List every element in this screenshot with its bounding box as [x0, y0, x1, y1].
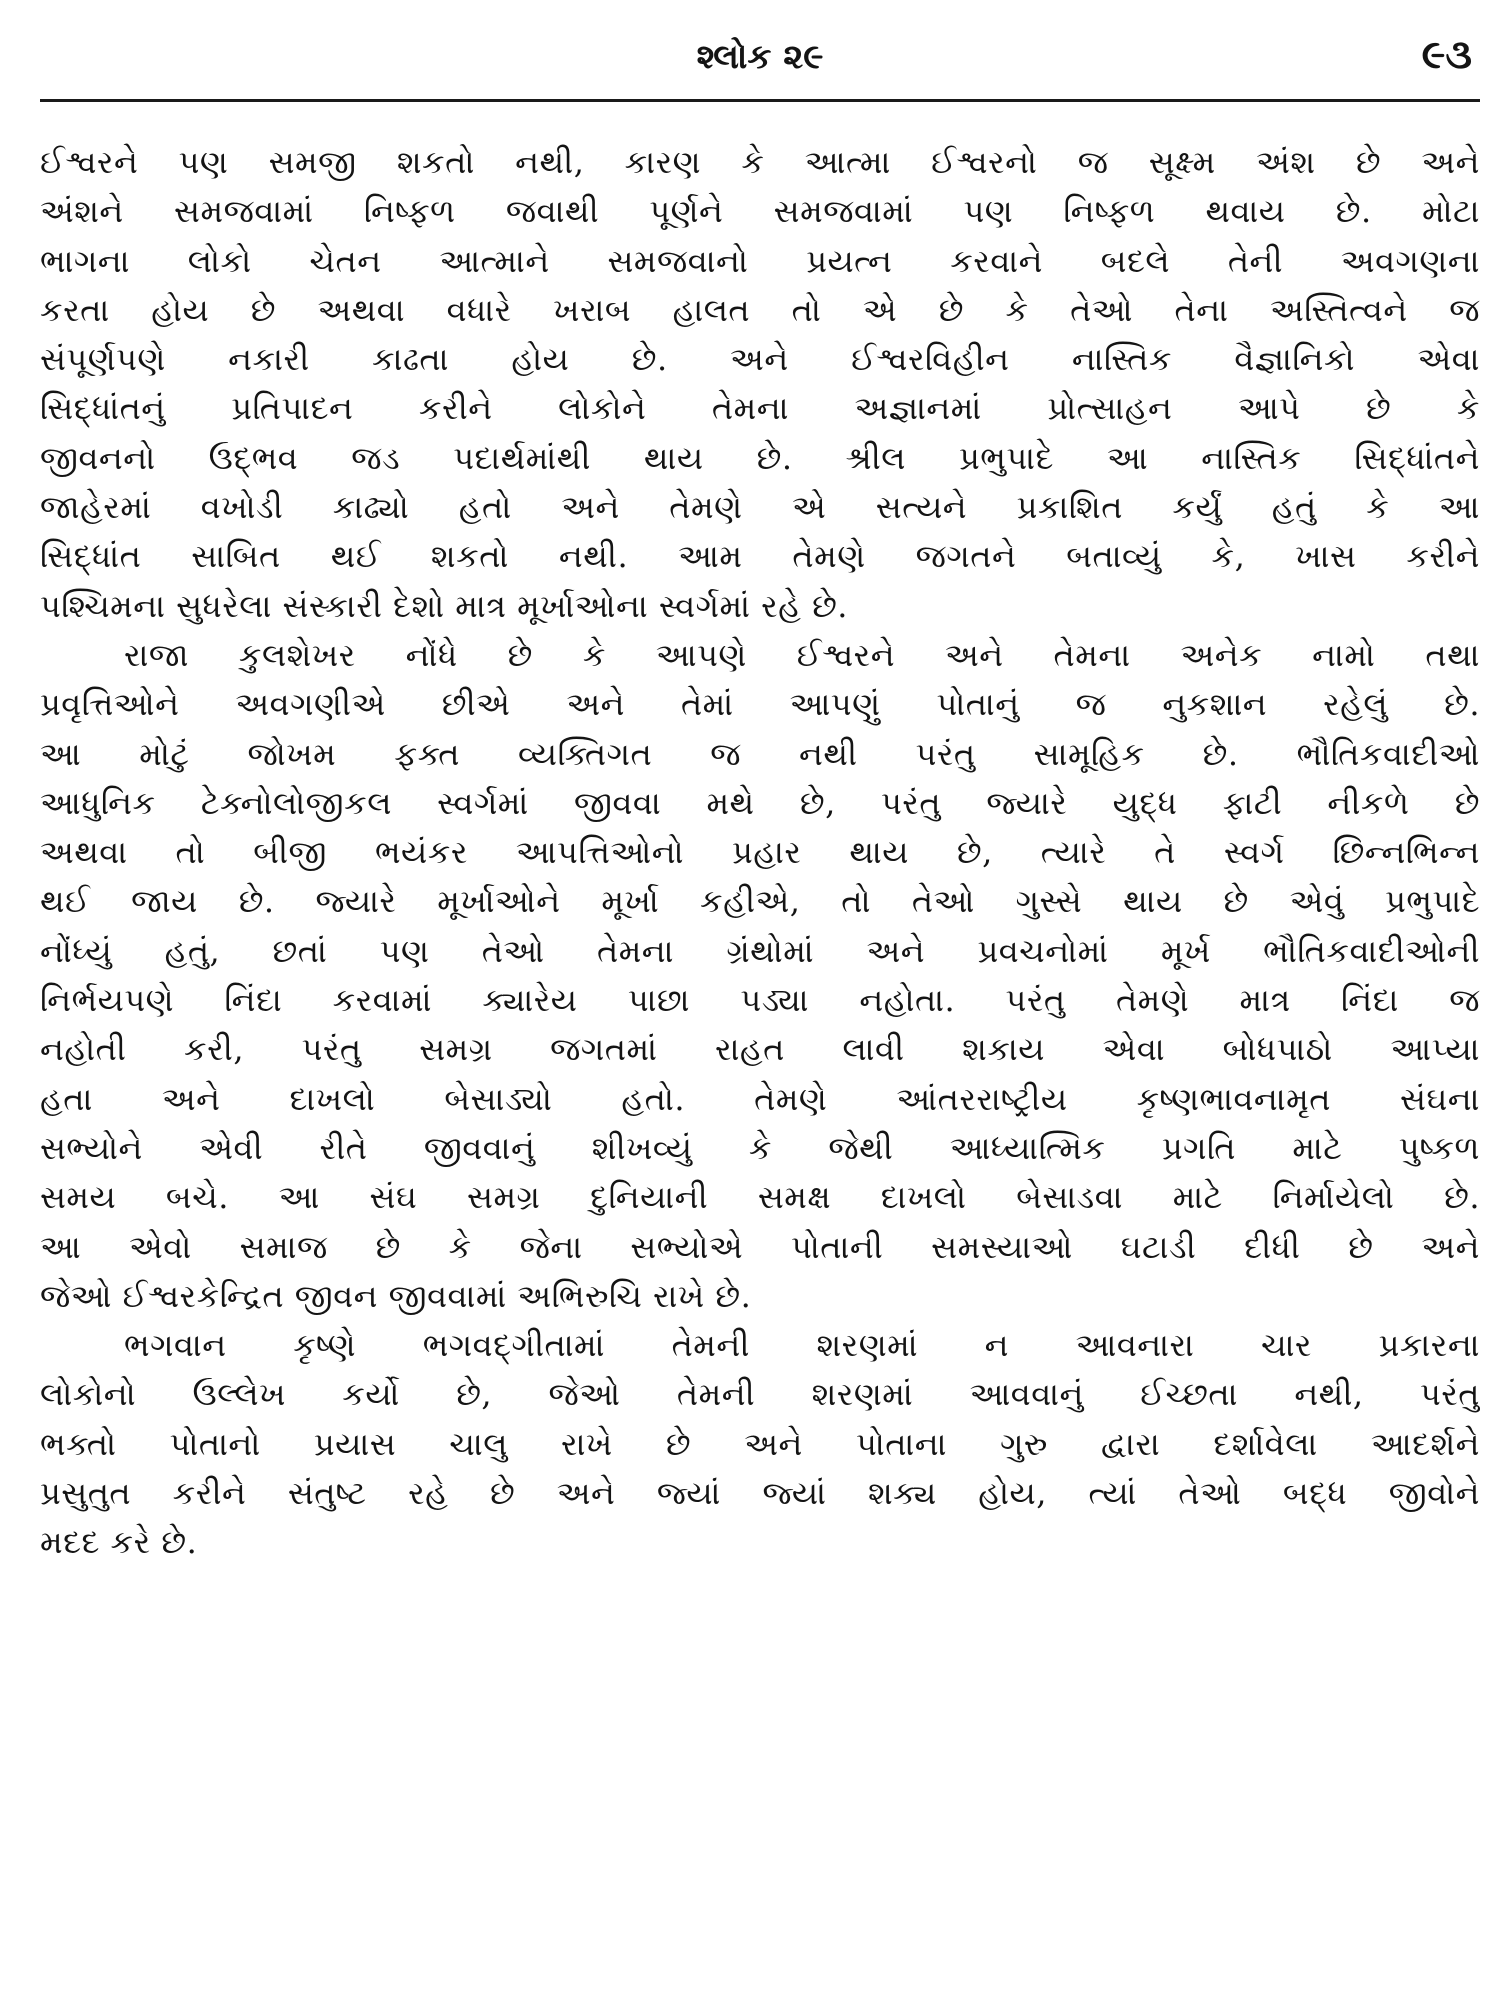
text-line: પ્રવૃત્તિઓને અવગણીએ છીએ અને તેમાં આપણું પોતાનું જ નુકશાન રહેલું છે. [40, 685, 1480, 724]
text-line: જીવનનો ઉદ્ભવ જડ પદાર્થમાંથી થાય છે. શ્રીલ પ્રભુપાદે આ નાસ્તિક સિદ્ધાંતને [40, 438, 1480, 477]
text-line: રાજા કુલશેખર નોંધે છે કે આપણે ઈશ્વરને અને તેમના અનેક નામો તથા [124, 635, 1480, 674]
page-number: ૯૩ [1421, 31, 1472, 78]
text-line: નિર્ભયપણે નિંદા કરવામાં ક્યારેય પાછા પડ્યા નહોતા. પરંતુ તેમણે માત્ર નિંદા જ [40, 981, 1480, 1020]
text-line: અંશને સમજવામાં નિષ્ફળ જવાથી પૂર્ણને સમજવામાં પણ નિષ્ફળ થવાય છે. મોટા [40, 192, 1480, 231]
text-line: આધુનિક ટેક્નોલોજીકલ સ્વર્ગમાં જીવવા મથે છે, પરંતુ જ્યારે યુદ્ધ ફાટી નીકળે છે [40, 783, 1480, 822]
text-line: જાહેરમાં વખોડી કાઢ્યો હતો અને તેમણે એ સત્યને પ્રકાશિત કર્યું હતું કે આ [40, 488, 1480, 527]
text-line: નોંધ્યું હતું, છતાં પણ તેઓ તેમના ગ્રંથોમાં અને પ્રવચનોમાં મૂર્ખ ભૌતિકવાદીઓની [40, 931, 1480, 970]
text-line: પ્રસુતુત કરીને સંતુષ્ટ રહે છે અને જ્યાં જ્યાં શક્ય હોય, ત્યાં તેઓ બદ્ધ જીવોને [40, 1474, 1480, 1513]
text-line: ભક્તો પોતાનો પ્રયાસ ચાલુ રાખે છે અને પોતાના ગુરુ દ્વારા દર્શાવેલા આદર્શને [40, 1424, 1480, 1463]
text-line: કરતા હોય છે અથવા વધારે ખરાબ હાલત તો એ છે કે તેઓ તેના અસ્તિત્વને જ [40, 290, 1480, 329]
text-line: નહોતી કરી, પરંતુ સમગ્ર જગતમાં રાહત લાવી શકાય એવા બોધપાઠો આપ્યા [40, 1030, 1480, 1069]
body-text [40, 138, 1480, 1568]
text-line: આ એવો સમાજ છે કે જેના સભ્યોએ પોતાની સમસ્યાઓ ઘટાડી દીધી છે અને [40, 1227, 1480, 1266]
text-line: મદદ કરે છે. [40, 1523, 198, 1562]
text-line: ભાગના લોકો ચેતન આત્માને સમજવાનો પ્રયત્ન કરવાને બદલે તેની અવગણના [40, 241, 1480, 280]
text-line: લોકોનો ઉલ્લેખ કર્યો છે, જેઓ તેમની શરણમાં આવવાનું ઈચ્છતા નથી, પરંતુ [40, 1375, 1480, 1414]
text-line: અથવા તો બીજી ભયંકર આપત્તિઓનો પ્રહાર થાય છે, ત્યારે તે સ્વર્ગ છિન્નભિન્ન [40, 833, 1480, 872]
running-title: શ્લોક ૨૯ [696, 37, 824, 77]
text-line: થઈ જાય છે. જ્યારે મૂર્ખાઓને મૂર્ખા કહીએ, તો તેઓ ગુસ્સે થાય છે એવું પ્રભુપાદે [40, 882, 1480, 921]
header-rule [40, 99, 1480, 102]
text-line: જેઓ ઈશ્વરકેન્દ્રિત જીવન જીવવામાં અભિરુચિ રાખે છે. [40, 1276, 752, 1315]
text-line: ઈશ્વરને પણ સમજી શકતો નથી, કારણ કે આત્મા ઈશ્વરનો જ સૂક્ષ્મ અંશ છે અને [40, 143, 1480, 181]
text-line: સિદ્ધાંતનું પ્રતિપાદન કરીને લોકોને તેમના અજ્ઞાનમાં પ્રોત્સાહન આપે છે કે [40, 389, 1480, 428]
text-line: ભગવાન કૃષ્ણે ભગવદ્ગીતામાં તેમની શરણમાં ન આવનારા ચાર પ્રકારના [124, 1326, 1480, 1365]
text-line: સંપૂર્ણપણે નકારી કાઢતા હોય છે. અને ઈશ્વરવિહીન નાસ્તિક વૈજ્ઞાનિકો એવા [40, 340, 1480, 379]
text-line: સભ્યોને એવી રીતે જીવવાનું શીખવ્યું કે જેથી આધ્યાત્મિક પ્રગતિ માટે પુષ્કળ [40, 1128, 1480, 1167]
page-header [40, 22, 1480, 96]
text-line: સિદ્ધાંત સાબિત થઈ શકતો નથી. આમ તેમણે જગતને બતાવ્યું કે, ખાસ કરીને [40, 537, 1480, 576]
text-line: હતા અને દાખલો બેસાડ્યો હતો. તેમણે આંતરરાષ્ટ્રીય કૃષ્ણભાવનામૃત સંઘના [40, 1079, 1480, 1118]
text-line: પશ્ચિમના સુધરેલા સંસ્કારી દેશો માત્ર મૂર્ખાઓના સ્વર્ગમાં રહે છે. [40, 586, 848, 625]
text-line: આ મોટું જોખમ ફક્ત વ્યક્તિગત જ નથી પરંતુ સામૂહિક છે. ભૌતિકવાદીઓ [40, 734, 1480, 773]
text-line: સમય બચે. આ સંઘ સમગ્ર દુનિયાની સમક્ષ દાખલો બેસાડવા માટે નિર્માયેલો છે. [40, 1178, 1480, 1217]
